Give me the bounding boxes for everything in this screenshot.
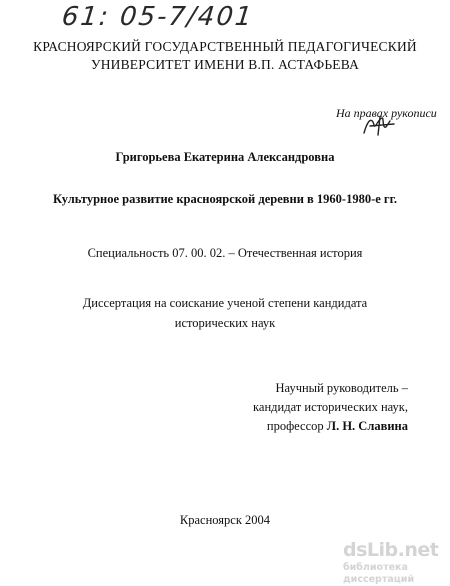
dissertation-title: Культурное развитие красноярской деревни в 1960-1980-е гг.	[53, 192, 397, 206]
supervisor-degree: кандидат исторических наук,	[253, 400, 408, 414]
degree-line1: Диссертация на соискание ученой степени кандидата	[82, 296, 368, 310]
library-stamp-code: 61: 05-7/401	[60, 2, 256, 32]
degree-line2: исторических наук	[174, 316, 276, 330]
manuscript-rights-note: На правах рукописи	[336, 106, 437, 120]
university-name-line2: УНИВЕРСИТЕТ ИМЕНИ В.П. АСТАФЬЕВА	[90, 57, 360, 72]
signature-icon	[360, 115, 400, 137]
supervisor-role: Научный руководитель –	[275, 381, 408, 395]
author-name: Григорьева Екатерина Александровна	[115, 150, 335, 164]
city-year: Красноярск 2004	[179, 513, 271, 527]
supervisor-title: профессор	[266, 419, 327, 433]
specialty-line: Специальность 07. 00. 02. – Отечественная история	[87, 246, 363, 260]
university-name-line1: КРАСНОЯРСКИЙ ГОСУДАРСТВЕННЫЙ ПЕДАГОГИЧЕСКИЙ	[33, 39, 417, 54]
supervisor-name-line	[267, 419, 408, 434]
supervisor-name: Л. Н. Славина	[326, 419, 408, 433]
watermark	[343, 540, 448, 586]
watermark-subtitle: библиотека диссертаций	[343, 562, 415, 585]
watermark-logo: dsLib.net	[343, 539, 439, 561]
